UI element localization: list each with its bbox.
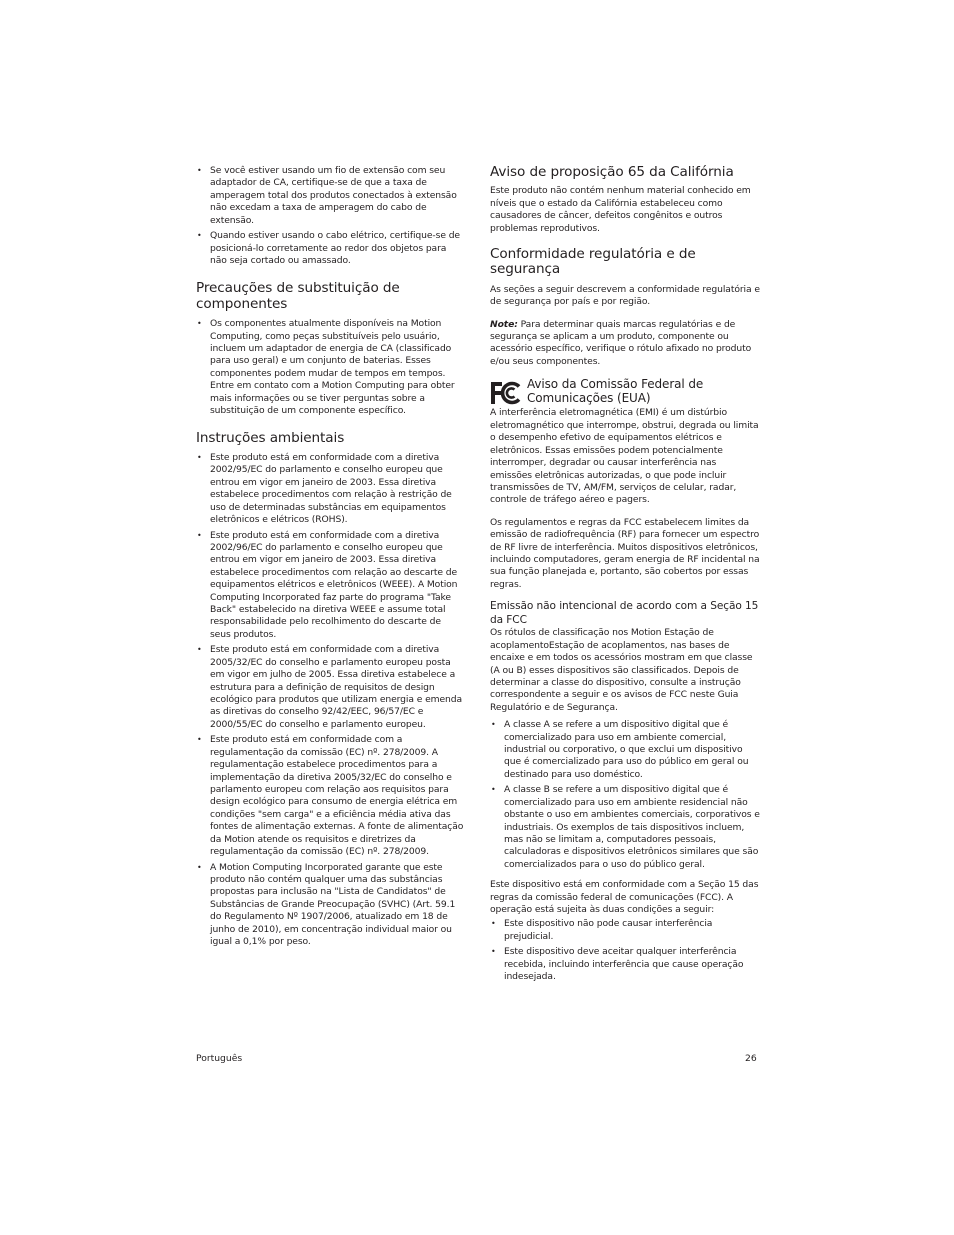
list-item: • Este produto está em conformidade com a diretiva 2002/95/EC do parlamento e conselho europeu que entrou em vigor em janeiro de 2003. Essa diretiva estabelece procedimentos com relação à restrição de uso de determinadas substâncias em equipamentos eletrônicos e elétricos (ROHS). (196, 452, 464, 526)
footer-language: Português (196, 1053, 243, 1064)
note-text: Para determinar quais marcas regulatórias e de segurança se aplicam a um produto, componente ou acessório específico, verifique o rótulo afixado no produto e/ou seus componentes. (490, 318, 752, 367)
fcc-heading-row (490, 378, 760, 405)
environment-bullet-list (196, 452, 464, 949)
list-item: • Este dispositivo não pode causar interferência prejudicial. (490, 918, 760, 943)
regulatory-body: As seções a seguir descrevem a conformidade regulatória e de segurança por país e por região. (490, 283, 760, 308)
prop65-body: Este produto não contém nenhum material conhecido em níveis que o estado da Califórnia estabeleceu como causadores de câncer, defeitos congênitos e outros problemas reprodutivos. (490, 185, 751, 234)
intro-bullet-list (196, 165, 464, 267)
list-item: • Os componentes atualmente disponíveis na Motion Computing, como peças substituíveis pelo usuário, incluem um adaptador de energia de CA (classificado para uso geral) e um conjunto de baterias. Esses componentes podem mudar de tempos em tempos. Entre em contato com a Motion Computing para obter mais informações ou se tiver perguntas sobre a substituição de um componente específico. (196, 318, 464, 417)
list-item: • A classe B se refere a um dispositivo digital que é comercializado para uso em ambiente residencial não obstante o uso em ambientes comerciais, corporativos e industriais. Os exemplos de tais dispositivos incluem, mas não se limitam a, computadores pessoais, calculadoras e dispositivos eletrônicos similares que são comercializados para o uso do público geral. (490, 784, 760, 871)
right-column (490, 165, 760, 987)
note-label: Note: (490, 318, 518, 330)
list-item: • A Motion Computing Incorporated garante que este produto não contém qualquer uma das substâncias propostas para inclusão na "Lista de Candidatos" de Substâncias de Grande Preocupação (SVHC) (Art. 59.1 do Regulamento Nº 1907/2006, atualizado em 18 de junho de 2010), em concentração individual maior ou igual a 0,1% por peso. (196, 862, 464, 949)
fcc-conditions-list (490, 918, 760, 983)
list-item: • Se você estiver usando um fio de extensão com seu adaptador de CA, certifique-se de que a taxa de amperagem total dos produtos conectados à extensão não excedam a taxa de amperagem do cabo de extensão. (196, 165, 464, 227)
list-item: • Este produto está em conformidade com a diretiva 2005/32/EC do conselho e parlamento europeu posta em vigor em julho de 2005. Essa diretiva estabelece a estrutura para a definição de requisitos de design ecológico para produtos que utilizam energia e emenda as diretivas do conselho 92/42/EEC, 96/57/EC e 2000/55/EC do conselho e parlamento europeu. (196, 644, 464, 731)
environment-heading: Instruções ambientais (196, 429, 345, 446)
components-heading: Precauções de substituição de componentes (196, 280, 400, 312)
components-bullet-list (196, 318, 464, 417)
regulatory-heading: Conformidade regulatória e de segurança (490, 246, 696, 278)
prop65-heading: Aviso de proposição 65 da Califórnia (490, 164, 734, 180)
fcc-paragraph-1: A interferência eletromagnética (EMI) é um distúrbio eletromagnético que interrompe, obstrui, degrada ou limita o desempenho efetivo de equipamentos elétricos e eletrônicos. Essas emissões podem potencialmente interromper, degradar ou causar interferência nas emissões eletrônicas autorizadas, o que pode incluir transmissões de TV, AM/FM, serviços de celular, radar, controle de tráfego aéreo e pagers. (490, 407, 759, 506)
regulatory-note (490, 319, 760, 369)
list-item: • Este dispositivo deve aceitar qualquer interferência recebida, incluindo interferência que cause operação indesejada. (490, 946, 760, 983)
list-item: • A classe A se refere a um dispositivo digital que é comercializado para uso em ambiente comercial, industrial ou corporativo, o que exclui um dispositivo que é comercializado para uso do público em geral ou destinado para uso doméstico. (490, 719, 760, 781)
fcc-section15-heading: Emissão não intencional de acordo com a Seção 15 da FCC (490, 600, 759, 626)
fcc-paragraph-2: Os regulamentos e regras da FCC estabelecem limites da emissão de radiofrequência (RF) para fornecer um espectro de RF livre de interferência. Muitos dispositivos eletrônicos, incluindo computadores, geram energia de RF incidental na sua função planejada e, portanto, são cobertos por essas regras. (490, 516, 760, 590)
fcc-heading: Aviso da Comissão Federal de Comunicações (EUA) (527, 377, 704, 405)
device-class-list (490, 719, 760, 871)
list-item: • Este produto está em conformidade com a diretiva 2002/96/EC do parlamento e conselho europeu que entrou em vigor em janeiro de 2003. Essa diretiva estabelece procedimentos com relação ao descarte de equipamentos elétricos e eletrônicos (WEEE). A Motion Computing Incorporated faz parte do programa "Take Back" estabelecido na diretiva WEEE e assume total responsabilidade pelo recolhimento do descarte de seus produtos. (196, 530, 464, 642)
fcc-logo-icon (490, 381, 521, 405)
page-number: 26 (745, 1053, 757, 1064)
list-item: • Este produto está em conformidade com a regulamentação da comissão (EC) nº. 278/2009. A regulamentação estabelece procedimentos para a implementação da diretiva 2005/32/EC do conselho e parlamento europeu com relação aos requisitos para design ecológico para consumo de energia elétrica em condições "sem carga" e a eficiência média ativa das fontes de alimentação externas. A fonte de alimentação da Motion atende os requisitos e diretrizes da regulamentação da comissão (EC) nº. 278/2009. (196, 734, 464, 858)
fcc-section15-body: Os rótulos de classificação nos Motion Estação de acoplamentoEstação de acoplamentos, nas bases de encaixe e em todos os acessórios mostram em que classe (A ou B) esses dispositivos são classificados. Depois de determinar a classe do dispositivo, consulte a instrução correspondente a seguir e os avisos de FCC neste Guia Regulatório e de Segurança. (490, 627, 753, 713)
list-item: • Quando estiver usando o cabo elétrico, certifique-se de posicioná-lo corretamente ao redor dos objetos para não seja cortado ou amassado. (196, 230, 464, 267)
left-column (196, 165, 464, 952)
fcc-compliance-text: Este dispositivo está em conformidade com a Seção 15 das regras da comissão federal de comunicações (FCC). A operação está sujeita às duas condições a seguir: (490, 879, 759, 916)
